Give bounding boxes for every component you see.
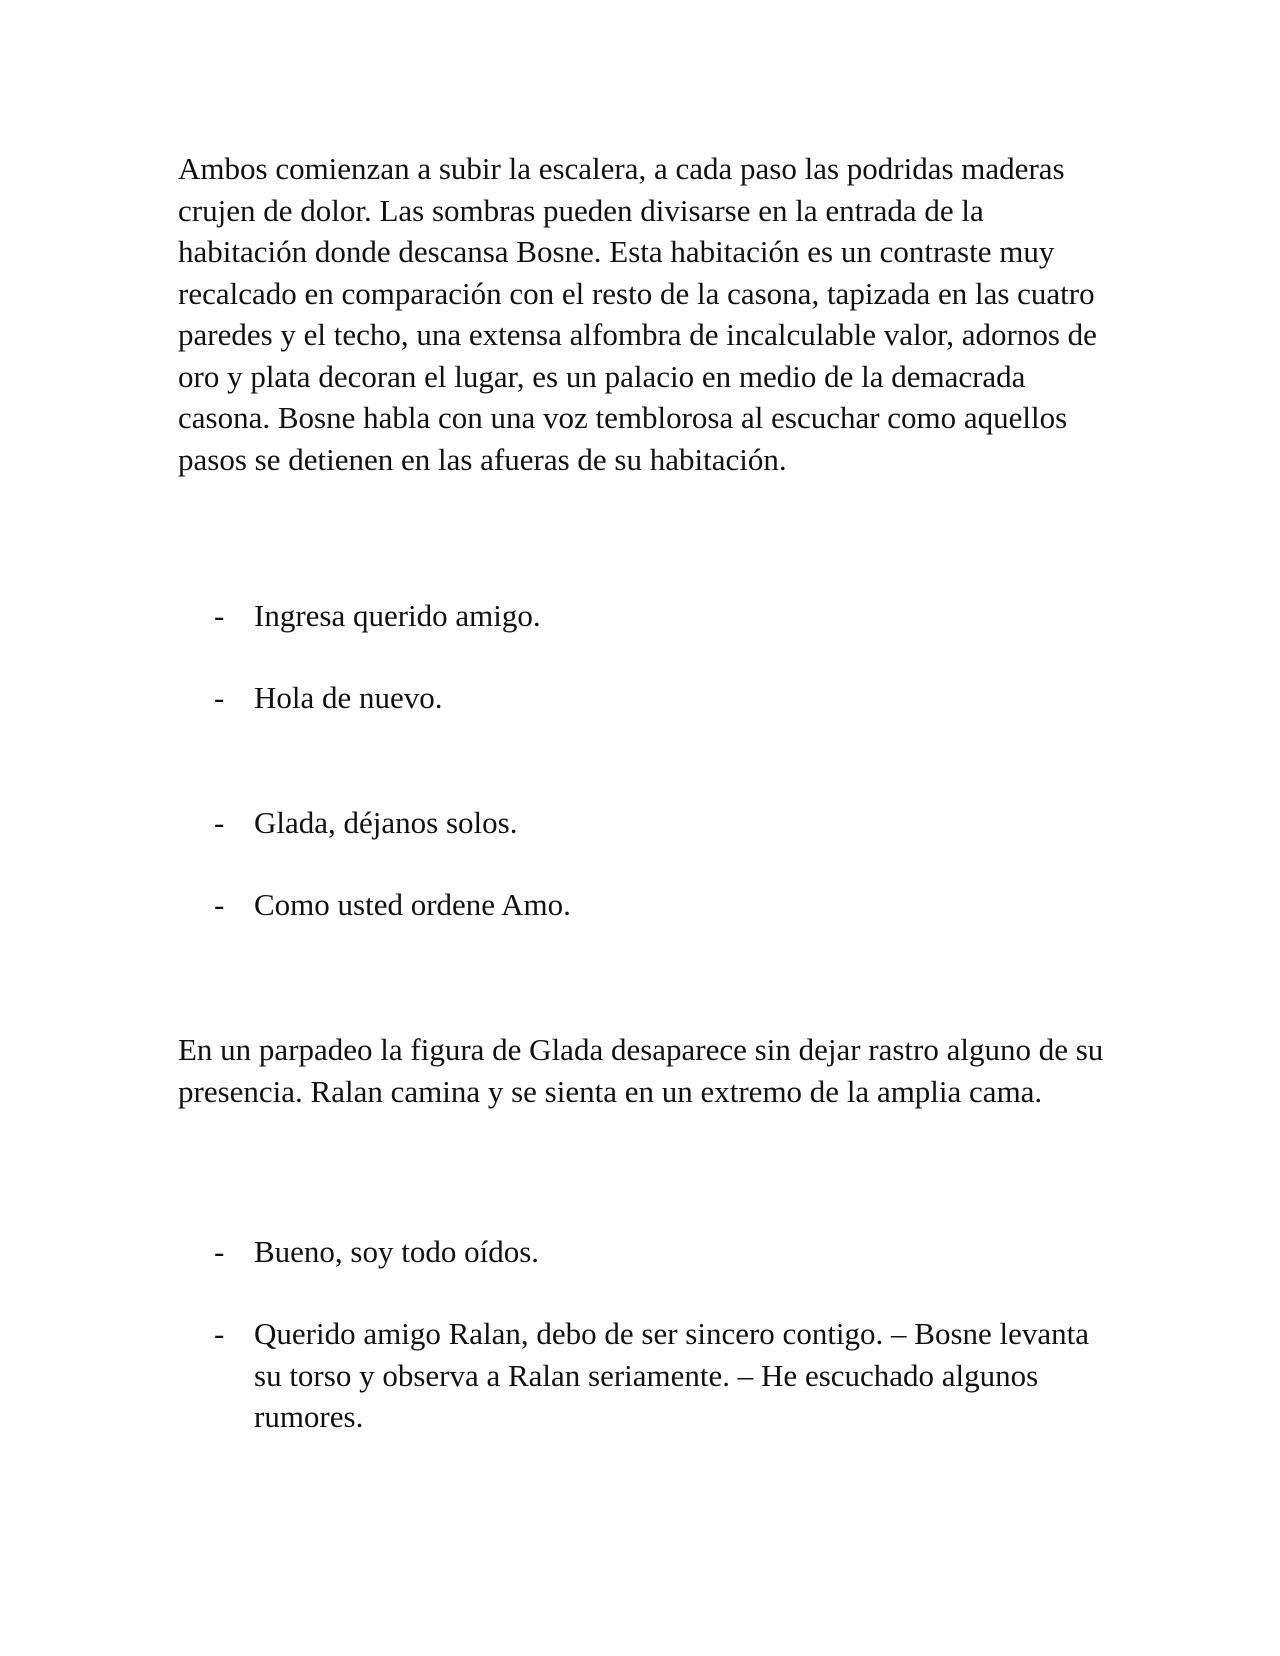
dialogue-dash: -	[214, 887, 225, 922]
dialogue-line	[210, 595, 1110, 637]
narrative-paragraph: Ambos comienzan a subir la escalera, a cada paso las podridas maderas crujen de dolor. Las sombras pueden divisarse en la entrada de la habitación donde descansa Bosne. Esta habitación es un contraste muy recalcado en comparación con el resto de la casona, tapizada en las cuatro paredes y el techo, una extensa alfombra de incalculable valor, adornos de oro y plata decoran el lugar, es un palacio en medio de la demacrada casona. Bosne habla con una voz temblorosa al escuchar como aquellos pasos se detienen en las afueras de su habitación.	[178, 151, 1097, 477]
dialogue-dash: -	[214, 1234, 225, 1269]
dialogue-text: Glada, déjanos solos.	[254, 805, 518, 840]
dialogue-line	[210, 677, 1110, 719]
dialogue-line	[210, 884, 1110, 926]
dialogue-line	[210, 1231, 1110, 1273]
dialogue-line	[210, 802, 1110, 844]
dialogue-text: Como usted ordene Amo.	[254, 887, 571, 922]
dialogue-text: Ingresa querido amigo.	[254, 598, 541, 633]
dialogue-line	[210, 1313, 1110, 1438]
dialogue-text: Hola de nuevo.	[254, 680, 443, 715]
narrative-paragraph: En un parpadeo la figura de Glada desaparece sin dejar rastro alguno de su presencia. Ralan camina y se sienta en un extremo de la amplia cama.	[178, 1032, 1104, 1109]
dialogue-text: Bueno, soy todo oídos.	[254, 1234, 540, 1269]
dialogue-dash: -	[214, 598, 225, 633]
dialogue-text: Querido amigo Ralan, debo de ser sincero contigo. – Bosne levanta su torso y observa a Ralan seriamente. – He escuchado algunos rumores.	[254, 1316, 1090, 1434]
dialogue-dash: -	[214, 680, 225, 715]
dialogue-dash: -	[214, 1316, 225, 1351]
dialogue-dash: -	[214, 805, 225, 840]
